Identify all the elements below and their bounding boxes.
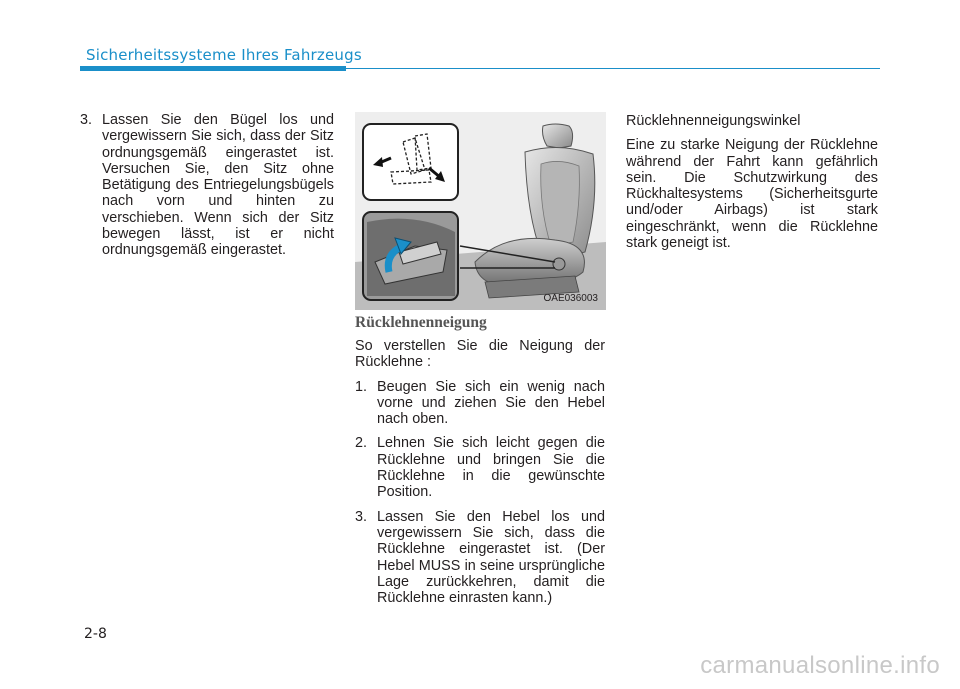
list-text: Lehnen Sie sich leicht gegen die Rücklehne und bringen Sie die Rücklehne in die gewünschte Position. [377,435,605,501]
list-number: 3. [80,112,93,128]
page-number: 2-8 [84,626,107,642]
figure-code: OAE036003 [543,293,598,304]
list-text: Lassen Sie den Bügel los und vergewissern Sie sich, dass der Sitz ordnungsgemäß eingerastet ist. Versuchen Sie, den Sitz ohne Betätigung des Entriegelungsbügels nach vorn und hinten zu verschieben. Wenn sich der Sitz bewegen lässt, ist er nicht ordnungsgemäß eingerastet. [102,112,334,259]
list-text: Beugen Sie sich ein wenig nach vorne und ziehen Sie den Hebel nach oben. [377,378,605,428]
intro-text: So verstellen Sie die Neigung der Rücklehne : [355,338,605,371]
list-text: Lassen Sie den Hebel los und vergewissern Sie sich, dass die Rücklehne eingerastet ist. (Der Hebel MUSS in seine ursprüngliche Lage zurückkehren, damit die Rücklehne einrasten kann.) [377,508,605,607]
left-column [80,112,334,267]
watermark: carmanualsonline.info [700,652,940,679]
warning-heading: Rücklehnenneigungswinkel [626,113,801,129]
section-heading: Rücklehnenneigung [355,314,487,331]
list-number: 1. [355,378,368,395]
list-item [355,379,605,428]
list-number: 2. [355,435,368,452]
warning-body: Eine zu starke Neigung der Rücklehne während der Fahrt kann gefährlich sein. Die Schutzwirkung des Rückhaltesystems (Sicherheitsgurte und/oder Airbags) ist stark eingeschränkt, wenn die Rücklehne stark geneigt ist. [626,137,878,252]
list-item [80,112,334,259]
seat-recline-figure [355,112,606,310]
header-accent-bar [80,66,346,71]
seat-illustration [355,112,606,310]
list-item [355,435,605,500]
right-column [626,113,878,259]
header-rule [346,68,880,69]
list-number: 3. [355,508,368,525]
list-item [355,509,605,607]
middle-column [355,314,605,614]
page-section-title: Sicherheitssysteme Ihres Fahrzeugs [86,46,362,64]
